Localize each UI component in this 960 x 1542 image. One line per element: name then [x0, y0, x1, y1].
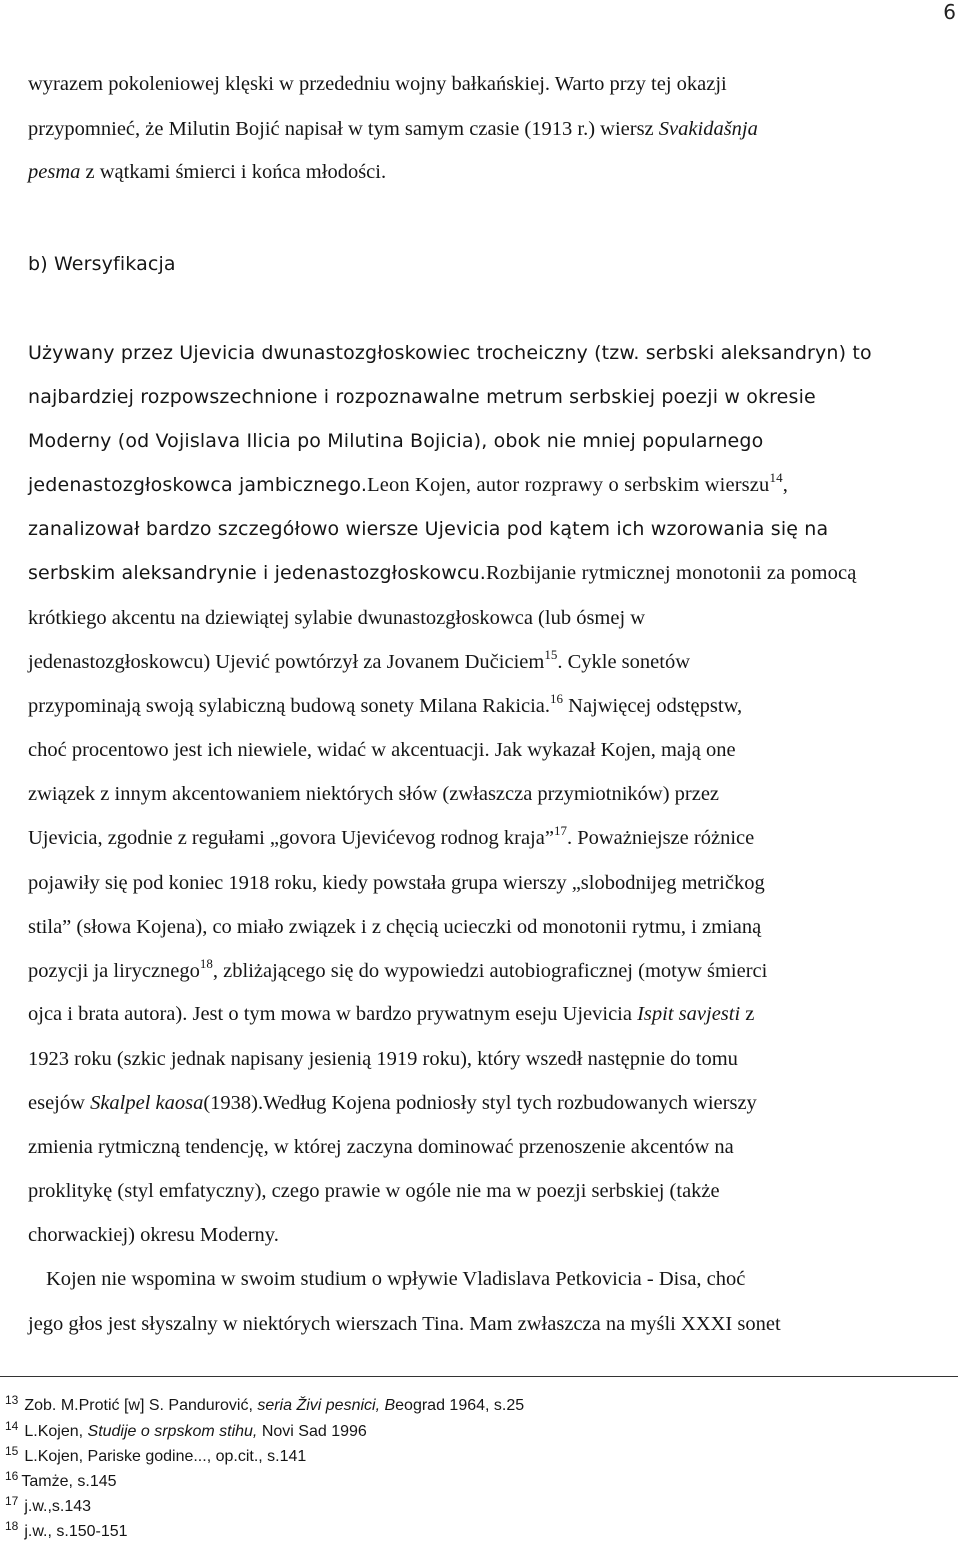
text-line: pojawiły się pod koniec 1918 roku, kiedy powstała grupa wierszy „slobodnijeg metričkog	[28, 872, 765, 894]
text-line: ojca i brata autora). Jest o tym mowa w bardzo prywatnym eseju Ujevicia Ispit savjesti z	[28, 1003, 755, 1025]
footnote-ref: 15	[544, 647, 558, 662]
text-line: Kojen nie wspomina w swoim studium o wpływie Vladislava Petkovicia - Disa, choć	[46, 1268, 746, 1290]
text-line: pozycji ja lirycznego$^{18}$, zbliżającego się do wypowiedzi autobiograficznej (motyw śmierci	[28, 956, 768, 982]
text-line: Ujevicia, zgodnie z regułami „govora Ujevićevog rodnog kraja”$^{17}$. Poważniejsze różnice	[28, 823, 755, 849]
book-title: Skalpel kaosa	[90, 1092, 204, 1114]
text-line: Moderny (od Vojislava Ilicia po Milutina Bojicia), obok nie mniej popularnego	[28, 430, 764, 452]
text-line: przypominają swoją sylabiczną budową sonety Milana Rakicia.$^{16}$ Najwięcej odstępstw,	[28, 691, 743, 717]
text-line: choć procentowo jest ich niewiele, widać w akcentuacji. Jak wykazał Kojen, mają one	[28, 739, 736, 761]
text-line: stila” (słowa Kojena), co miało związek i z chęcią ucieczki od monotonii rytmu, i zmianą	[28, 916, 762, 938]
text-line: jego głos jest słyszalny w niektórych wierszach Tina. Mam zwłaszcza na myśli XXXI sonet	[28, 1313, 781, 1335]
poem-title: pesma	[28, 161, 81, 183]
text-line: 1923 roku (szkic jednak napisany jesienią 1919 roku), który wszedł następnie do tomu	[28, 1048, 738, 1070]
text-line: chorwackiej) okresu Moderny.	[28, 1224, 279, 1246]
footnote: $^{13}$ Zob. M.Protić [w] S. Pandurović, seria Živi pesnici, Beograd 1964, s.25	[5, 1393, 525, 1414]
text-line: zanalizował bardzo szczegółowo wiersze Ujevicia pod kątem ich wzorowania się na	[28, 518, 829, 540]
section-heading: b) Wersyfikacja	[28, 253, 176, 275]
footnote-ref: 14	[769, 470, 783, 485]
text-line: pesma z wątkami śmierci i końca młodości.	[28, 161, 387, 183]
text-line: wyrazem pokoleniowej klęski w przededniu wojny bałkańskiej. Warto przy tej okazji	[28, 73, 727, 95]
text-line: jedenastozgłoskowca jambicznego.Leon Kojen, autor rozprawy o serbskim wierszu$^{14}$,	[28, 470, 789, 496]
footnote: $^{14}$ L.Kojen, Studije o srpskom stihu, Novi Sad 1996	[5, 1419, 367, 1440]
essay-title: Ispit savjesti	[637, 1003, 741, 1025]
footnote-divider	[0, 1376, 958, 1377]
footnote-ref: 18	[199, 956, 213, 971]
text-line: związek z innym akcentowaniem niektórych słów (zwłaszcza przymiotników) przez	[28, 783, 720, 805]
text-line: proklitykę (styl emfatyczny), czego prawie w ogóle nie ma w poezji serbskiej (także	[28, 1180, 720, 1202]
poem-title: Svakidašnja	[658, 118, 758, 140]
text-line: esejów Skalpel kaosa(1938).Według Kojena podniosły styl tych rozbudowanych wierszy	[28, 1092, 757, 1114]
text-line: zmienia rytmiczną tendencję, w której zaczyna dominować przenoszenie akcentów na	[28, 1136, 734, 1158]
text-line: przypomnieć, że Milutin Bojić napisał w tym samym czasie (1913 r.) wiersz Svakidašnja	[28, 118, 758, 140]
footnote-ref: 17	[553, 823, 567, 838]
footnote: $^{17}$ j.w.,s.143	[5, 1494, 92, 1515]
footnote-ref: 16	[550, 691, 564, 706]
text-line: jedenastozgłoskowcu) Ujević powtórzył za Jovanem Dučiciem$^{15}$. Cykle sonetów	[28, 647, 690, 673]
footnote: $^{16}$ Tamże, s.145	[5, 1469, 117, 1490]
text-line: serbskim aleksandrynie i jedenastozgłoskowcu.Rozbijanie rytmicznej monotonii za pomocą	[28, 562, 857, 584]
page-number: 6	[943, 0, 956, 24]
text-line: Używany przez Ujevicia dwunastozgłoskowiec trocheiczny (tzw. serbski aleksandryn) to	[28, 342, 872, 364]
footnote: $^{15}$ L.Kojen, Pariske godine..., op.cit., s.141	[5, 1444, 307, 1465]
text-line: najbardziej rozpowszechnione i rozpoznawalne metrum serbskiej poezji w okresie	[28, 386, 816, 408]
text-line: krótkiego akcentu na dziewiątej sylabie dwunastozgłoskowca (lub ósmej w	[28, 607, 646, 629]
footnote: $^{18}$ j.w., s.150-151	[5, 1519, 128, 1540]
